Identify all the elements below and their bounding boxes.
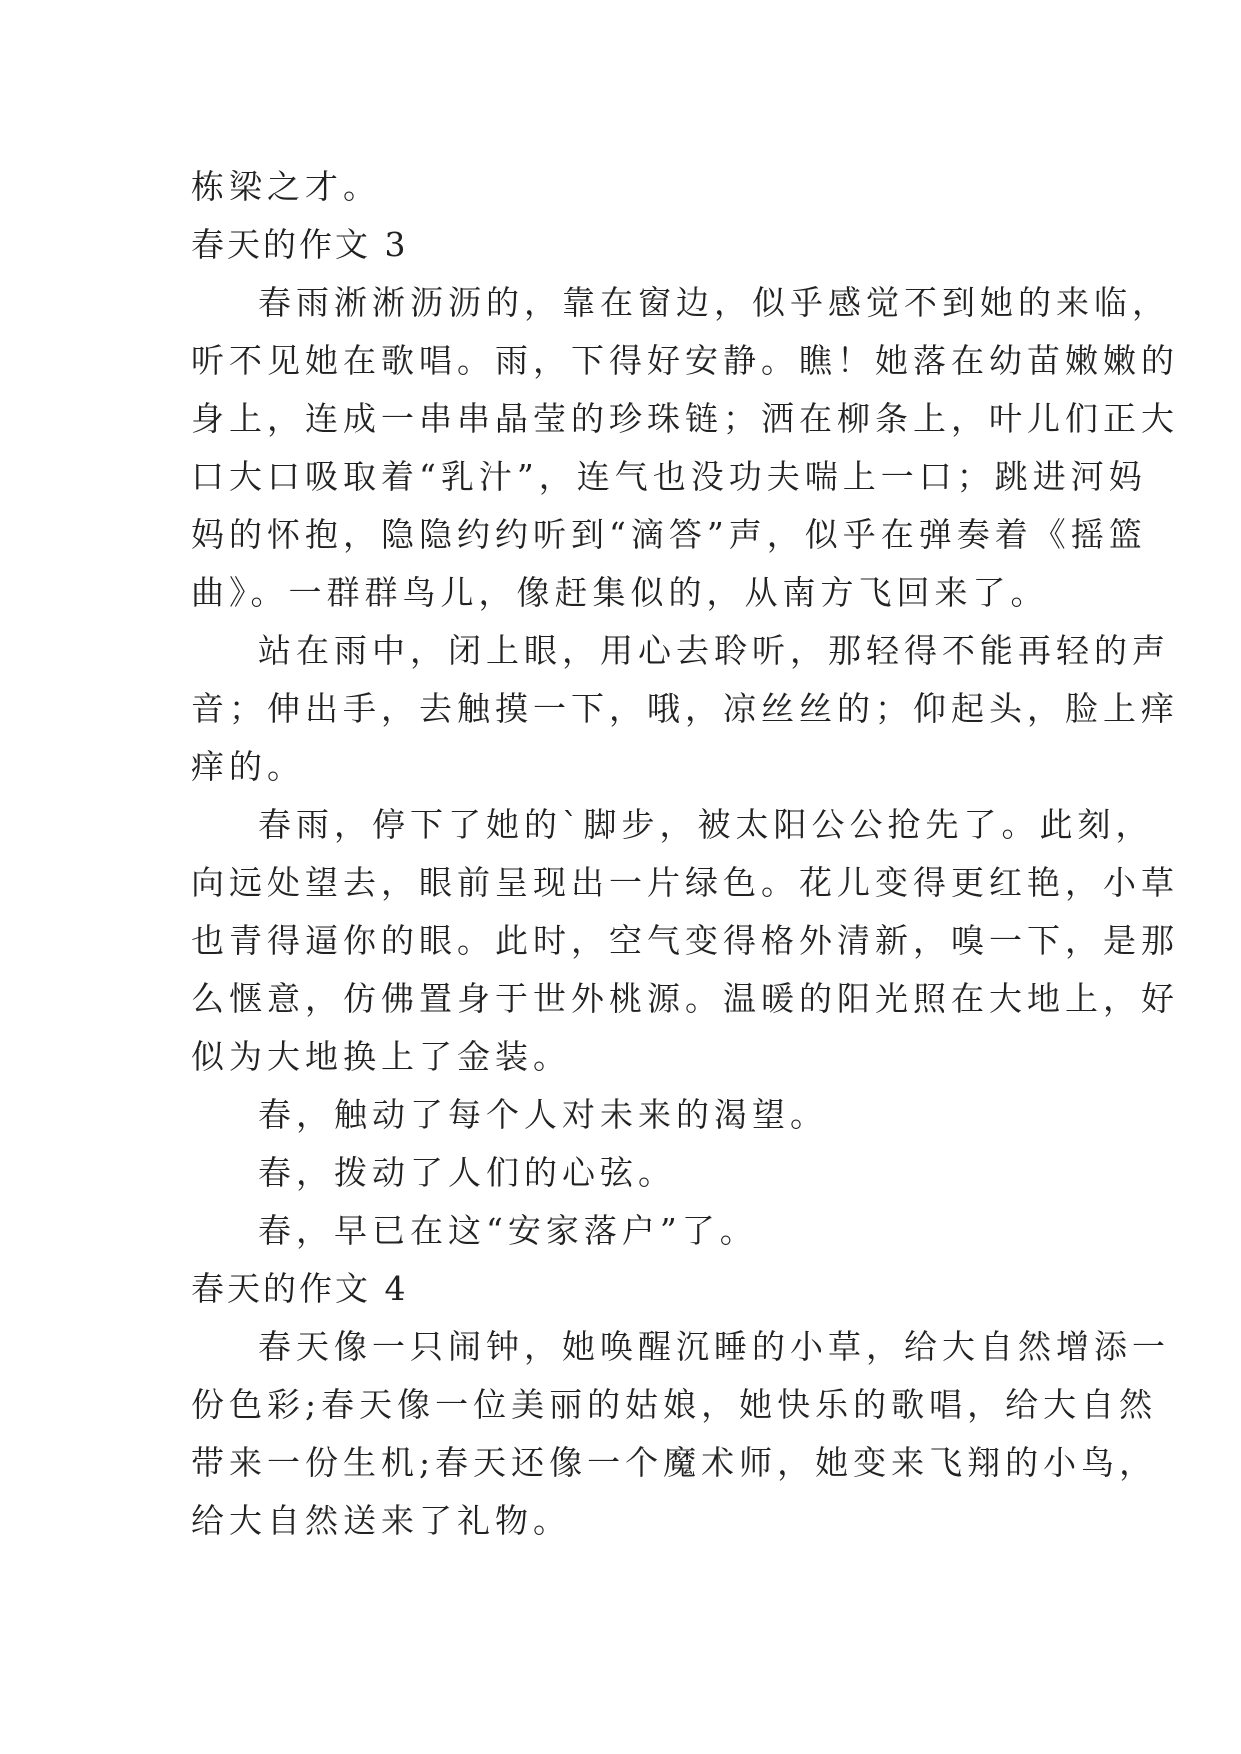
text-line: 带来一份生机;春天还像一个魔术师，她变来飞翔的小鸟，: [191, 1443, 1158, 1482]
text-line: 似为大地换上了金装。: [191, 1037, 571, 1076]
text-line: 口大口吸取着“乳汁”，连气也没功夫喘上一口；跳进河妈: [191, 457, 1147, 496]
paragraph-line: 春雨淅淅沥沥的，靠在窗边，似乎感觉不到她的来临，: [258, 283, 1170, 322]
text-line: 音；伸出手，去触摸一下，哦，凉丝丝的；仰起头，脸上痒: [191, 689, 1179, 728]
document-body: [191, 158, 1179, 1550]
paragraph-line: 春雨，停下了她的`脚步，被太阳公公抢先了。此刻，: [258, 805, 1154, 844]
text-line: 份色彩;春天像一位美丽的姑娘，她快乐的歌唱，给大自然: [191, 1385, 1158, 1424]
text-line: 也青得逼你的眼。此时，空气变得格外清新，嗅一下，是那: [191, 921, 1179, 960]
text-line: 栋梁之才。: [191, 167, 381, 206]
text-line: 么惬意，仿佛置身于世外桃源。温暖的阳光照在大地上，好: [191, 979, 1179, 1018]
text-line: 向远处望去，眼前呈现出一片绿色。花儿变得更红艳，小草: [191, 863, 1179, 902]
paragraph-line: 春，拨动了人们的心弦。: [258, 1153, 676, 1192]
text-line: 痒的。: [191, 747, 305, 786]
text-line: 给大自然送来了礼物。: [191, 1501, 571, 1540]
text-line: 身上，连成一串串晶莹的珍珠链；洒在柳条上，叶儿们正大: [191, 399, 1179, 438]
section-title: 春天的作文 4: [191, 1269, 409, 1308]
paragraph-line: 站在雨中，闭上眼，用心去聆听，那轻得不能再轻的声: [258, 631, 1170, 670]
text-line: 曲》。一群群鸟儿，像赶集似的，从南方飞回来了。: [191, 573, 1049, 612]
paragraph-line: 春天像一只闹钟，她唤醒沉睡的小草，给大自然增添一: [258, 1327, 1170, 1366]
section-title: 春天的作文 3: [191, 225, 409, 264]
paragraph-line: 春，触动了每个人对未来的渴望。: [258, 1095, 828, 1134]
text-line: 妈的怀抱，隐隐约约听到“滴答”声，似乎在弹奏着《摇篮: [191, 515, 1147, 554]
text-line: 听不见她在歌唱。雨，下得好安静。瞧！她落在幼苗嫩嫩的: [191, 341, 1179, 380]
paragraph-line: 春，早已在这“安家落户”了。: [258, 1211, 758, 1250]
